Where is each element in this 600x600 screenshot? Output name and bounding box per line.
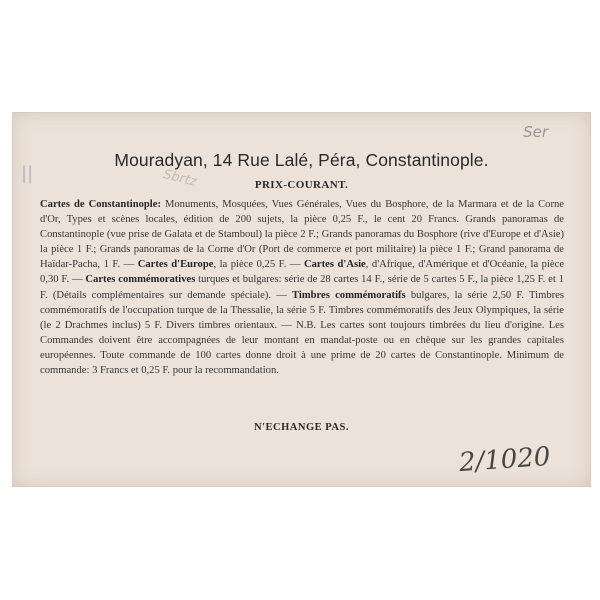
run-5: , d'Afrique, d'Amérique et d'Océanie, la pièce 0,30 F. — [40, 259, 565, 286]
run-2: Cartes d'Europe [137, 259, 214, 271]
run-4: Cartes d'Asie [303, 259, 366, 271]
price-list-body [40, 197, 564, 378]
pencil-note-ser: Ser [523, 123, 548, 141]
run-0: Cartes de Constantinople: [40, 199, 161, 210]
pencil-mark-left: || [21, 163, 34, 184]
run-1: Monuments, Mosquées, Vues Générales, Vues du Bosphore, de la Marmara et de la Corne d'Or, Types et scènes locales, édition de 200 sujets, la pièce 0,25 F., le cent 20 Francs. Grands panoramas de Constantinople (vue prise de Galata et de Stamboul) la pièce 2 F.; Grands panoramas du Bosphore (rive d'Europe et d'Asie) la pièce 1 F.; Grands panoramas de la Corne d'Or (Port de commerce et port militaire) la pièce 1 F.; Grand panorama de Haïdar-Pacha, 1 F. — [40, 199, 564, 271]
pencil-mark-faint: Sbrtz [161, 167, 199, 190]
price-list-card [12, 112, 591, 487]
run-3: , la pièce 0,25 F. — [213, 259, 304, 271]
run-6: Cartes commémoratives [85, 274, 196, 286]
run-9: bulgares, la série 2,50 F. Timbres commémoratifs de l'occupation turque de la Thessalie, la série 5 F. Timbres commémoratifs des Jeux Olympiques, la série (le 2 Drachmes inclus) 5 F. Divers timbres orientaux. — N.B. Les cartes sont toujours timbrées du lieu d'origine. Les Commandes doivent être accompagnées de leur montant en mandat-poste ou en chèque sur les grandes capitales européennes. Toute commande de 100 cartes donne droit à une prime de 20 cartes de Constantinople. Minimum de commande: 3 Francs et 0,25 F. pour la recommandation. [40, 289, 564, 377]
card-subheader: PRIX-COURANT. [254, 179, 349, 191]
handwritten-number: 2/1020 [457, 441, 551, 479]
run-8: Timbres commémoratifs [292, 289, 406, 301]
card-header: Mouradyan, 14 Rue Lalé, Péra, Constantinople. [114, 150, 489, 170]
run-7: turques et bulgares: série de 28 cartes 14 F., série de 5 cartes 5 F., la pièce 1,25 F. et 1 F. (Détails complémentaires sur demande spéciale). — [40, 274, 564, 301]
card-footer: N'ECHANGE PAS. [254, 422, 349, 433]
